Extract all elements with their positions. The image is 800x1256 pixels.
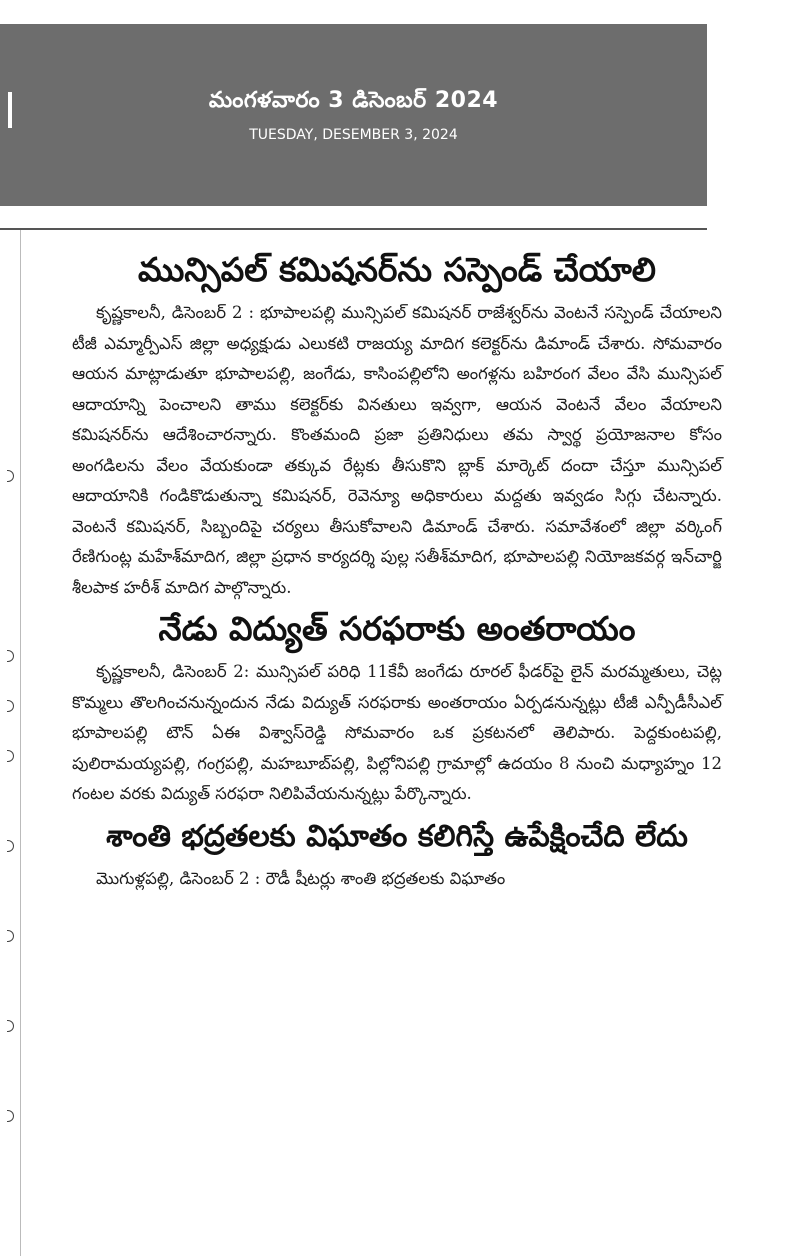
edge-fragment (7, 840, 14, 852)
header-rule (0, 228, 707, 230)
article-body-power-outage: కృష్ణకాలనీ, డిసెంబర్ 2: మున్సిపల్ పరిధి 11కేవీ జంగేడు రూరల్ ఫీడర్‌పై లైన్ మరమ్మతులు, చెట్ల కొమ్మలు తొలగించనున్నందున నేడు విద్యుత్ సరఫరాకు అంతరాయం ఏర్పడనున్నట్లు టీజీ ఎన్పీడీసీఎల్ భూపాలపల్లి టౌన్ ఏఈ విశ్వాస్‌రెడ్డి సోమవారం ఒక ప్రకటనలో తెలిపారు. పెద్దకుంటపల్లి, పులిరామయ్యపల్లి, గంగ్రపల్లి, మహబూబ్‌పల్లి, పిల్లోనిపల్లి గ్రామాల్లో ఉదయం 8 నుంచి మధ్యాహ్నం 12 గంటల వరకు విద్యుత్ సరఫరా నిలిపివేయనున్నట్లు పేర్కొన్నారు. (72, 662, 722, 803)
edge-fragment (7, 470, 14, 482)
headline-suspend-commissioner: మున్సిపల్ కమిషనర్‌ను సస్పెండ్ చేయాలి (138, 250, 656, 289)
edge-fragment (7, 700, 14, 712)
article-body-suspend-commissioner: కృష్ణకాలనీ, డిసెంబర్ 2 : భూపాలపల్లి మున్సిపల్ కమిషనర్ రాజేశ్వర్‌ను వెంటనే సస్పెండ్ చేయాలని టీజీ ఎమ్మార్పీఎస్ జిల్లా అధ్యక్షుడు ఎలుకటి రాజయ్య మాదిగ కలెక్టర్‌ను డిమాండ్ చేశారు. సోమవారం ఆయన మాట్లాడుతూ భూపాలపల్లి, జంగేడు, కాసింపల్లిలోని అంగళ్లను బహిరంగ వేలం వేసి మున్సిపల్ ఆదాయాన్ని పెంచాలని తాము కలెక్టర్‌కు వినతులు ఇవ్వగా, ఆయన వెంటనే వేలం వేయాలని కమిషనర్‌ను ఆదేశించారన్నారు. కొంతమంది ప్రజా ప్రతినిధులు తమ స్వార్థ ప్రయోజనాల కోసం అంగడిలను వేలం వేయకుండా తక్కువ రేట్లకు తీసుకొని బ్లాక్ మార్కెట్ దందా చేస్తూ మున్సిపల్ ఆదాయానికి గండికొడుతున్నా కమిషనర్, రెవెన్యూ అధికారులు మద్దతు ఇవ్వడం సిగ్గు చేటన్నారు. వెంటనే కమిషనర్, సిబ్బందిపై చర్యలు తీసుకోవాలని డిమాండ్ చేశారు. సమావేశంలో జిల్లా వర్కింగ్ రేణిగుంట్ల మహేశ్‌మాదిగ, జిల్లా ప్రధాన కార్యదర్శి పుల్ల సతీశ్‌మాదిగ, భూపాలపల్లి నియోజకవర్గ ఇన్‌చార్జి శీలపాక హరీశ్ మాదిగ పాల్గొన్నారు. (72, 303, 723, 597)
edge-fragment (7, 650, 14, 662)
masthead-band (0, 24, 707, 206)
date-telugu: మంగళవారం 3 డిసెంబర్ 2024 (208, 88, 499, 113)
edge-fragment (7, 930, 14, 942)
edge-fragment (7, 1110, 14, 1122)
edge-fragment (7, 1020, 14, 1032)
article-column (72, 248, 722, 894)
headline-power-outage: నేడు విద్యుత్ సరఫరాకు అంతరాయం (158, 609, 636, 648)
date-english: TUESDAY, DESEMBER 3, 2024 (249, 127, 458, 143)
left-column-edge (0, 230, 21, 1256)
article-body-law-and-order: మొగుళ్లపల్లి, డిసెంబర్ 2 : రౌడీ షీటర్లు శాంతి భద్రతలకు విఘాతం (96, 868, 506, 888)
edge-fragment (7, 750, 14, 762)
headline-law-and-order: శాంతి భద్రతలకు విఘాతం కలిగిస్తే ఉపేక్షించేది లేదు (106, 818, 688, 854)
